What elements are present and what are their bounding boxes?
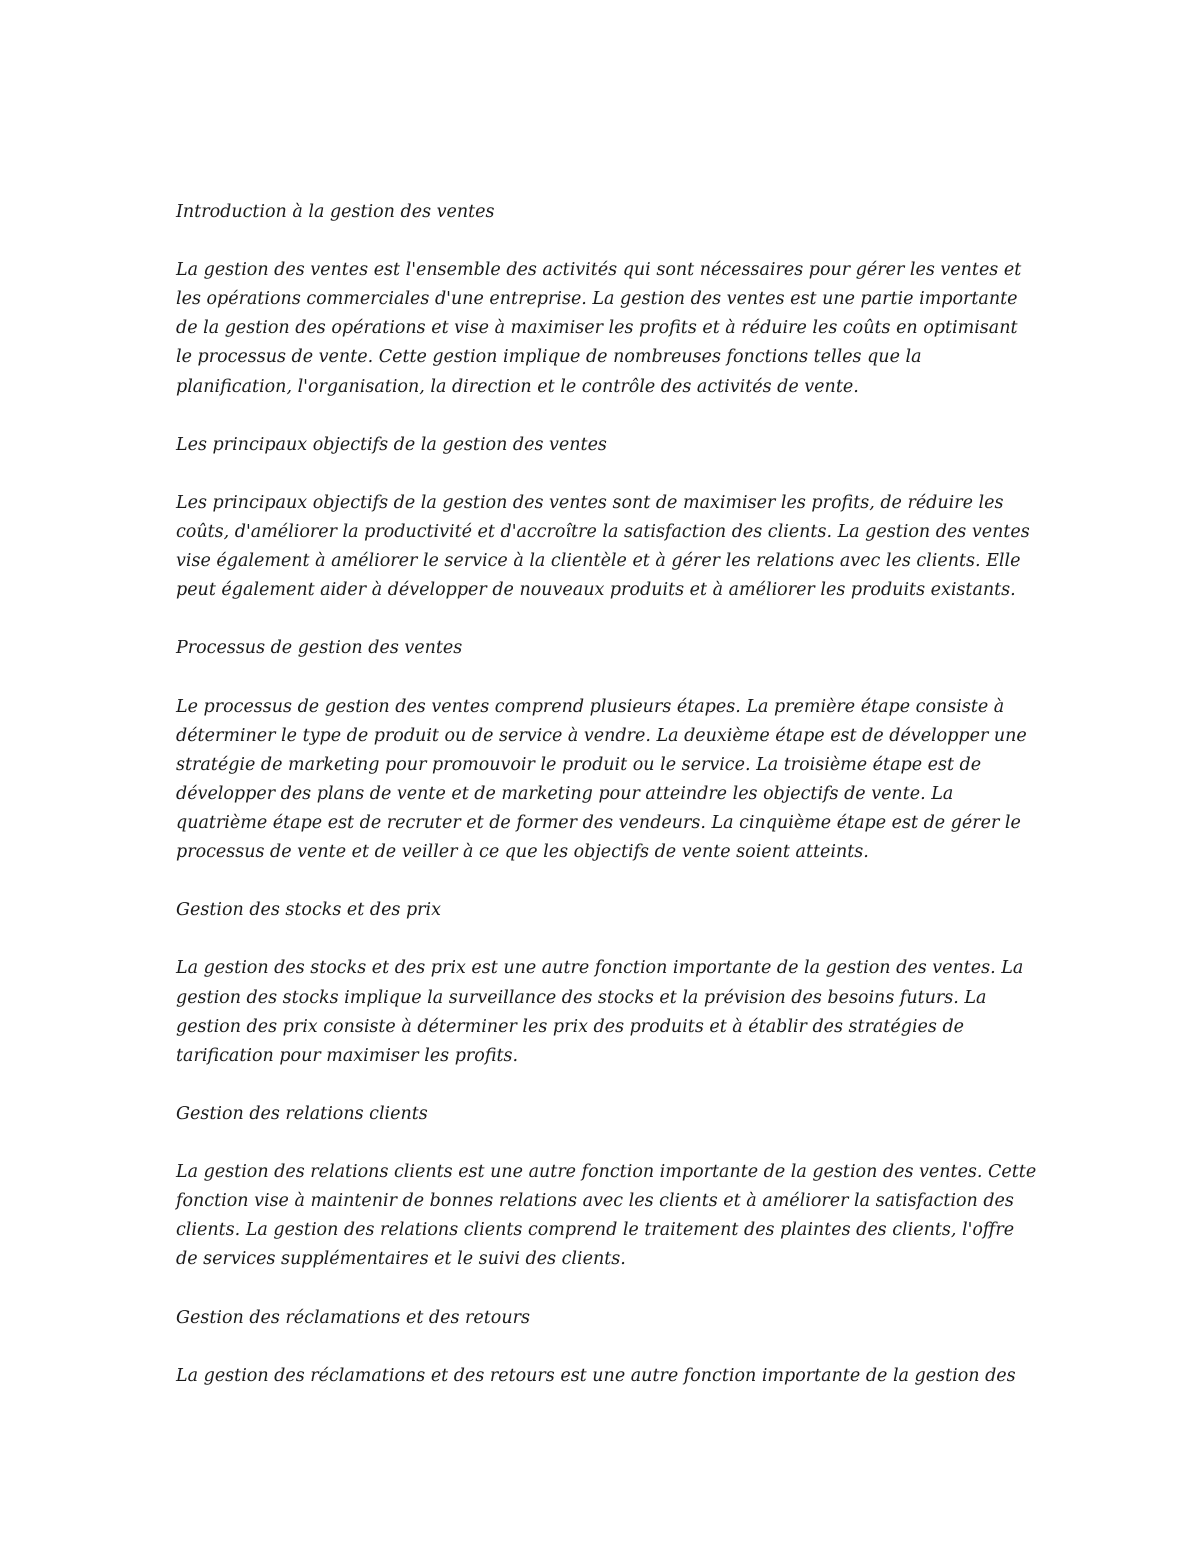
- paragraph-line: fonction vise à maintenir de bonnes relations avec les clients et à améliorer la satisfaction des: [176, 1191, 1014, 1212]
- section-heading: Processus de gestion des ventes: [176, 638, 463, 659]
- paragraph-line: stratégie de marketing pour promouvoir le produit ou le service. La troisième étape est de: [176, 754, 982, 775]
- section-paragraph: [176, 693, 1036, 868]
- paragraph-line: gestion des prix consiste à déterminer les prix des produits et à établir des stratégies de: [176, 1016, 965, 1037]
- section-heading: Les principaux objectifs de la gestion des ventes: [176, 434, 607, 455]
- paragraph-line: gestion des stocks implique la surveillance des stocks et la prévision des besoins futurs. La: [176, 987, 987, 1008]
- paragraph-line: Le processus de gestion des ventes comprend plusieurs étapes. La première étape consiste à: [176, 696, 1005, 717]
- section-heading: Gestion des relations clients: [176, 1103, 428, 1124]
- paragraph-line: de la gestion des opérations et vise à maximiser les profits et à réduire les coûts en optimisant: [176, 318, 1018, 339]
- paragraph-line: planification, l'organisation, la direction et le contrôle des activités de vente.: [176, 376, 859, 397]
- section-paragraph: [176, 256, 1036, 401]
- paragraph-line: La gestion des relations clients est une autre fonction importante de la gestion des ventes. Cette: [176, 1162, 1037, 1183]
- paragraph-line: tarification pour maximiser les profits.: [176, 1045, 519, 1066]
- paragraph-line: quatrième étape est de recruter et de former des vendeurs. La cinquième étape est de gérer le: [176, 812, 1021, 833]
- section-heading: Introduction à la gestion des ventes: [176, 202, 495, 222]
- document-page: [176, 198, 1036, 1420]
- paragraph-line: développer des plans de vente et de marketing pour atteindre les objectifs de vente. La: [176, 783, 954, 804]
- section-paragraph: [176, 954, 1036, 1070]
- paragraph-line: Les principaux objectifs de la gestion des ventes sont de maximiser les profits, de réduire les: [176, 492, 1004, 513]
- paragraph-line: de services supplémentaires et le suivi des clients.: [176, 1249, 626, 1270]
- section-heading: Gestion des stocks et des prix: [176, 900, 442, 921]
- paragraph-line: La gestion des réclamations et des retours est une autre fonction importante de la gestion des: [176, 1365, 1016, 1386]
- paragraph-line: peut également aider à développer de nouveaux produits et à améliorer les produits existants.: [176, 580, 1016, 601]
- paragraph-line: processus de vente et de veiller à ce que les objectifs de vente soient atteints.: [176, 842, 869, 863]
- paragraph-line: clients. La gestion des relations clients comprend le traitement des plaintes des clients, l'offre: [176, 1220, 1015, 1241]
- paragraph-line: vise également à améliorer le service à la clientèle et à gérer les relations avec les clients. Elle: [176, 551, 1021, 572]
- paragraph-line: le processus de vente. Cette gestion implique de nombreuses fonctions telles que la: [176, 347, 922, 368]
- paragraph-line: La gestion des stocks et des prix est une autre fonction importante de la gestion des ventes. La: [176, 958, 1024, 979]
- paragraph-line: les opérations commerciales d'une entreprise. La gestion des ventes est une partie importante: [176, 289, 1018, 310]
- section-paragraph: [176, 489, 1036, 605]
- section-heading: Gestion des réclamations et des retours: [176, 1307, 530, 1328]
- paragraph-line: coûts, d'améliorer la productivité et d'accroître la satisfaction des clients. La gestion des ventes: [176, 522, 1030, 543]
- section-paragraph: [176, 1362, 1036, 1391]
- section-paragraph: [176, 1158, 1036, 1274]
- paragraph-line: La gestion des ventes est l'ensemble des activités qui sont nécessaires pour gérer les ventes et: [176, 260, 1022, 281]
- paragraph-line: déterminer le type de produit ou de service à vendre. La deuxième étape est de développer une: [176, 725, 1027, 746]
